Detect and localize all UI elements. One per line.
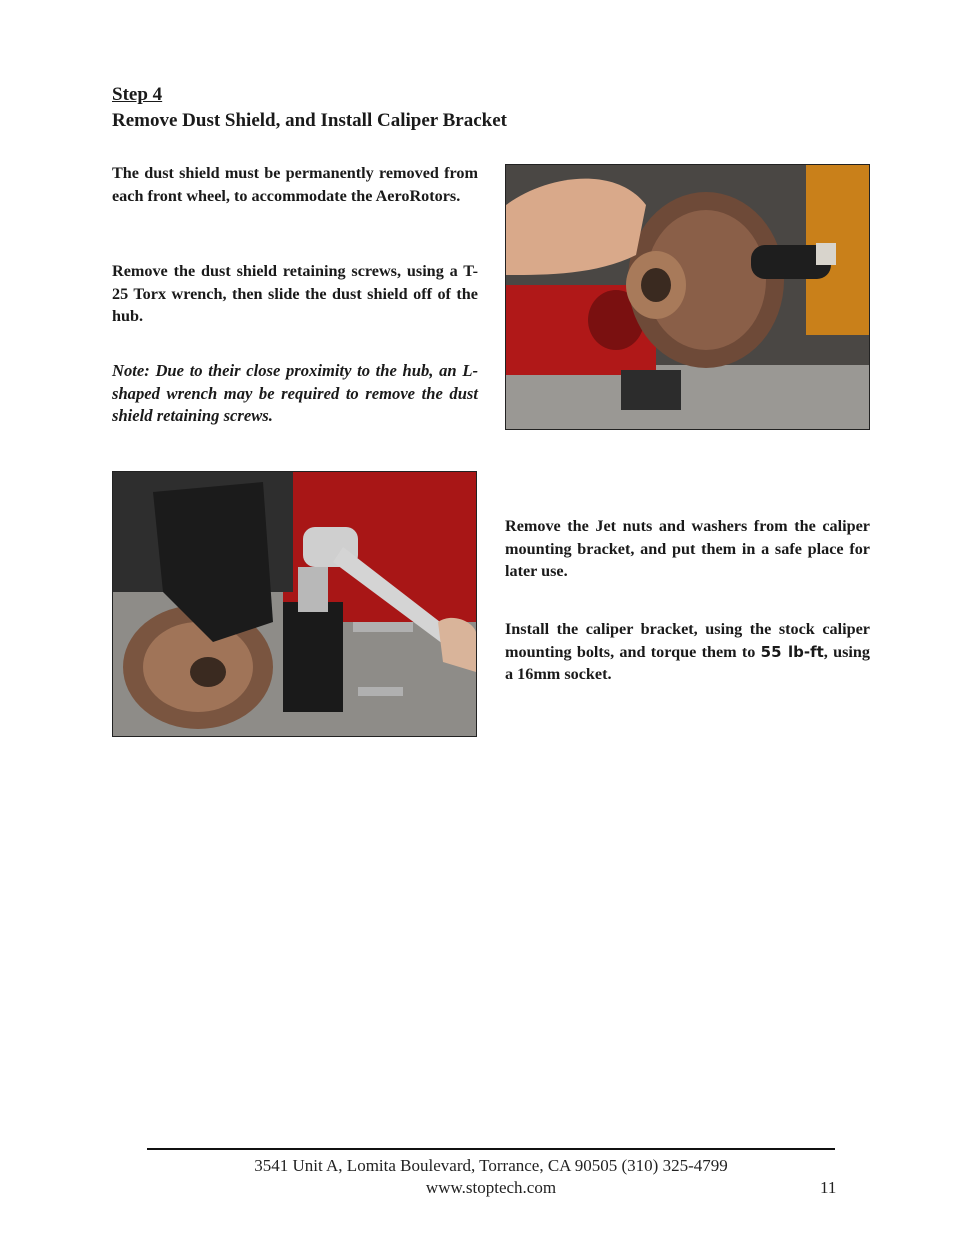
torque-value: 55 lb-ft [760,642,824,661]
footer-address: 3541 Unit A, Lomita Boulevard, Torrance, CA 90505 (310) 325-4799 [254,1156,728,1175]
footer-website: www.stoptech.com [425,1178,557,1197]
footer-divider [147,1148,835,1150]
paragraph-remove-screws: Remove the dust shield retaining screws, using a T-25 Torx wrench, then slide the dust shield off of the hub. [112,262,478,325]
photo-dust-shield-removal [505,164,870,430]
photo-caliper-bracket-install [112,471,477,737]
page-number: 11 [820,1178,837,1197]
install-text-end: , using a 16mm socket. [505,642,870,683]
paragraph-remove-jet-nuts: Remove the Jet nuts and washers from the caliper mounting bracket, and put them in a safe place for later use. [505,517,870,580]
step-title: Remove Dust Shield, and Install Caliper Bracket [112,110,507,131]
paragraph-install-bracket [505,618,870,686]
note-l-wrench: Note: Due to their close proximity to the hub, an L-shaped wrench may be required to remove the dust shield retaining screws. [112,361,478,425]
step-label: Step 4 [112,84,163,105]
paragraph-dust-shield: The dust shield must be permanently removed from each front wheel, to accommodate the AeroRotors. [112,164,478,205]
section-heading [112,82,507,134]
install-text: Install the caliper bracket, using the stock caliper mounting bolts, and torque them to [505,620,870,661]
